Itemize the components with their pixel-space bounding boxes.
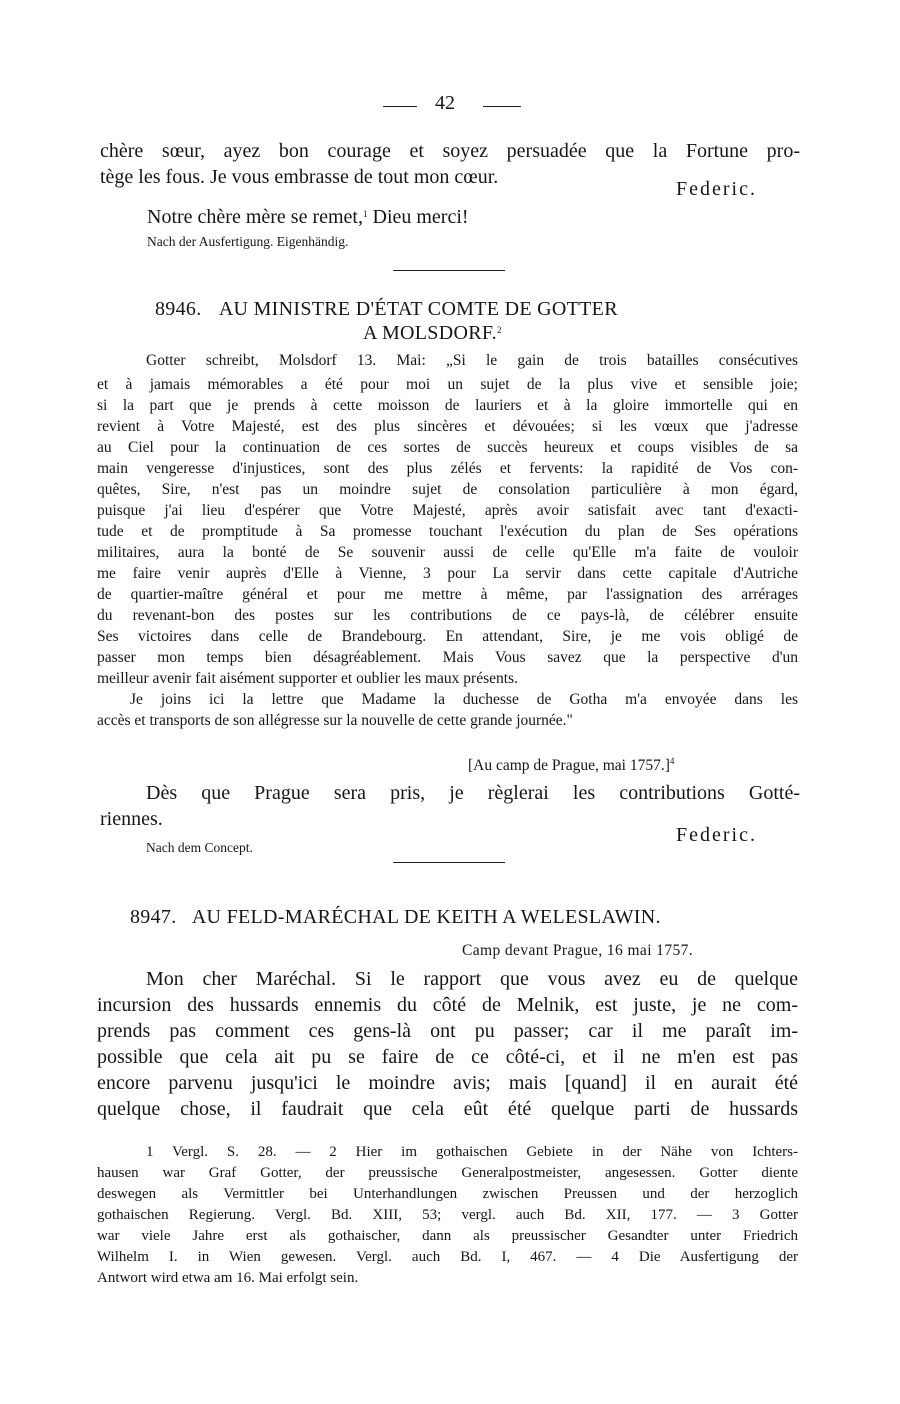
dateline-text: [Au camp de Prague, mai 1757.] (468, 757, 670, 774)
quote-line: meilleur avenir fait aisément supporter et oublier les maux présents. (97, 670, 518, 687)
quote-line: Ses victoires dans celle de Brandebourg. En attendant, Sire, je me vois obligé de (97, 628, 798, 645)
letter-8947-heading (130, 906, 661, 929)
letter-8946-dateline (468, 756, 674, 775)
quote-line: quêtes, Sire, n'est pas un moindre sujet de consolation particulière à mon égard, (97, 481, 798, 498)
header-rule-right (483, 106, 521, 107)
quote-line: du revenant-bon des postes sur les contributions de ce pays-là, de célébrer ensuite (97, 607, 798, 624)
letter-8946-source-note: Nach dem Concept. (146, 840, 253, 855)
quote-line: au Ciel pour la continuation de ces sortes de succès heureux et coups visibles de sa (97, 439, 798, 456)
letter-8946-heading-line-2 (363, 322, 502, 345)
quote-line: passer mon temps bien désagréablement. Mais Vous savez que la perspective d'un (97, 649, 798, 666)
letter-8947-dateline: Camp devant Prague, 16 mai 1757. (462, 942, 694, 959)
header-rule-left (383, 106, 417, 107)
heading-line-2-text: A MOLSDORF. (363, 322, 497, 344)
footnote-line: Antwort wird etwa am 16. Mai erfolgt sein. (97, 1270, 359, 1286)
footnote-line: Wilhelm I. in Wien gewesen. Vergl. auch Bd. I, 467. — 4 Die Ausfertigung der (97, 1249, 798, 1265)
letter-8946-body-line-2: riennes. (100, 808, 163, 830)
intro-line-2: tège les fous. Je vous embrasse de tout mon cœur. (100, 166, 499, 188)
footnote-ref-2: 2 (496, 325, 502, 335)
footnote-line: 1 Vergl. S. 28. — 2 Hier im gothaischen Gebiete in der Nähe von Ichters- (146, 1144, 798, 1160)
body-line: possible que cela ait pu se faire de ce côté-ci, et il ne m'en est pas (97, 1046, 798, 1068)
section-divider-1 (393, 270, 505, 271)
quote-line: tude et de promptitude à Sa promesse touchant l'exécution du plan de Ses opérations (97, 523, 798, 540)
letter-8946-heading-line-1: AU MINISTRE D'ÉTAT COMTE DE GOTTER (218, 298, 618, 320)
quote-line: et à jamais mémorables a été pour moi un sujet de la plus vive et sensible joie; (97, 376, 798, 393)
postscript-end: Dieu merci! (367, 206, 469, 228)
body-line: encore parvenu jusqu'ici le moindre avis; mais [quand] il en aurait été (97, 1072, 798, 1094)
letter-8946-body-line-1: Dès que Prague sera pris, je règlerai les contributions Gotté- (146, 782, 800, 804)
footnote-line: hausen war Graf Gotter, der preussische Generalpostmeister, angesessen. Gotter diente (97, 1165, 798, 1181)
letter-8946-heading (155, 298, 618, 321)
quote-para-2-line-2: accès et transports de son allégresse sur la nouvelle de cette grande journée." (97, 712, 573, 729)
section-divider-2 (393, 862, 505, 863)
quote-para-2-line-1: Je joins ici la lettre que Madame la duchesse de Gotha m'a envoyée dans les (130, 691, 798, 708)
body-line: incursion des hussards ennemis du côté de Melnik, est juste, je ne com- (97, 994, 798, 1016)
quote-line: revient à Votre Majesté, est des plus sincères et dévouées; si les vœux que j'adresse (97, 418, 798, 435)
letter-8947-heading-text: AU FELD-MARÉCHAL DE KEITH A WELESLAWIN. (191, 906, 661, 928)
postscript-text: Notre chère mère se remet, (147, 206, 363, 228)
body-line: Mon cher Maréchal. Si le rapport que vous avez eu de quelque (146, 968, 798, 990)
footnote-ref-4: 4 (669, 756, 675, 766)
quote-line: militaires, aura la bonté de Se souvenir aussi de celle qu'Elle m'a faite de vouloir (97, 544, 798, 561)
body-line: prends pas comment ces gens-là ont pu passer; car il me paraît im- (97, 1020, 798, 1042)
quote-line: si la part que je prends à cette moisson de lauriers et à la gloire immortelle qui en (97, 397, 798, 414)
letter-8946-number: 8946. (155, 298, 202, 320)
letter-8947-number: 8947. (130, 906, 177, 928)
letter-8946-signature: Federic. (676, 824, 757, 846)
intro-postscript (147, 206, 469, 229)
quote-line: puisque j'ai lieu d'espérer que Votre Majesté, après avoir satisfait avec tant d'exacti- (97, 502, 798, 519)
quote-line: de quartier-maître général et pour me mettre à même, par l'assignation des arrérages (97, 586, 798, 603)
quote-line: main vengeresse d'injustices, sont des plus zélés et fervents: la rapidité de Vos con- (97, 460, 798, 477)
body-line: quelque chose, il faudrait que cela eût été quelque parti de hussards (97, 1098, 798, 1120)
intro-signature: Federic. (676, 178, 757, 200)
footnote-line: war viele Jahre erst als gothaischer, dann als preussischer Gesandter unter Friedrich (97, 1228, 798, 1244)
intro-line-1: chère sœur, ayez bon courage et soyez persuadée que la Fortune pro- (100, 140, 800, 162)
footnote-line: gothaischen Regierung. Vergl. Bd. XIII, 53; vergl. auch Bd. XII, 177. — 3 Gotter (97, 1207, 798, 1223)
quote-line: me faire venir auprès d'Elle à Vienne, 3 pour La servir dans cette capitale d'Autriche (97, 565, 798, 582)
footnote-ref-1: 1 (363, 209, 368, 219)
footnote-line: deswegen als Vermittler bei Unterhandlungen zwischen Preussen und der herzoglich (97, 1186, 798, 1202)
intro-source-note: Nach der Ausfertigung. Eigenhändig. (147, 234, 349, 249)
quote-line: Gotter schreibt, Molsdorf 13. Mai: „Si le gain de trois batailles consécutives (146, 352, 798, 369)
page-number: 42 (435, 92, 455, 114)
